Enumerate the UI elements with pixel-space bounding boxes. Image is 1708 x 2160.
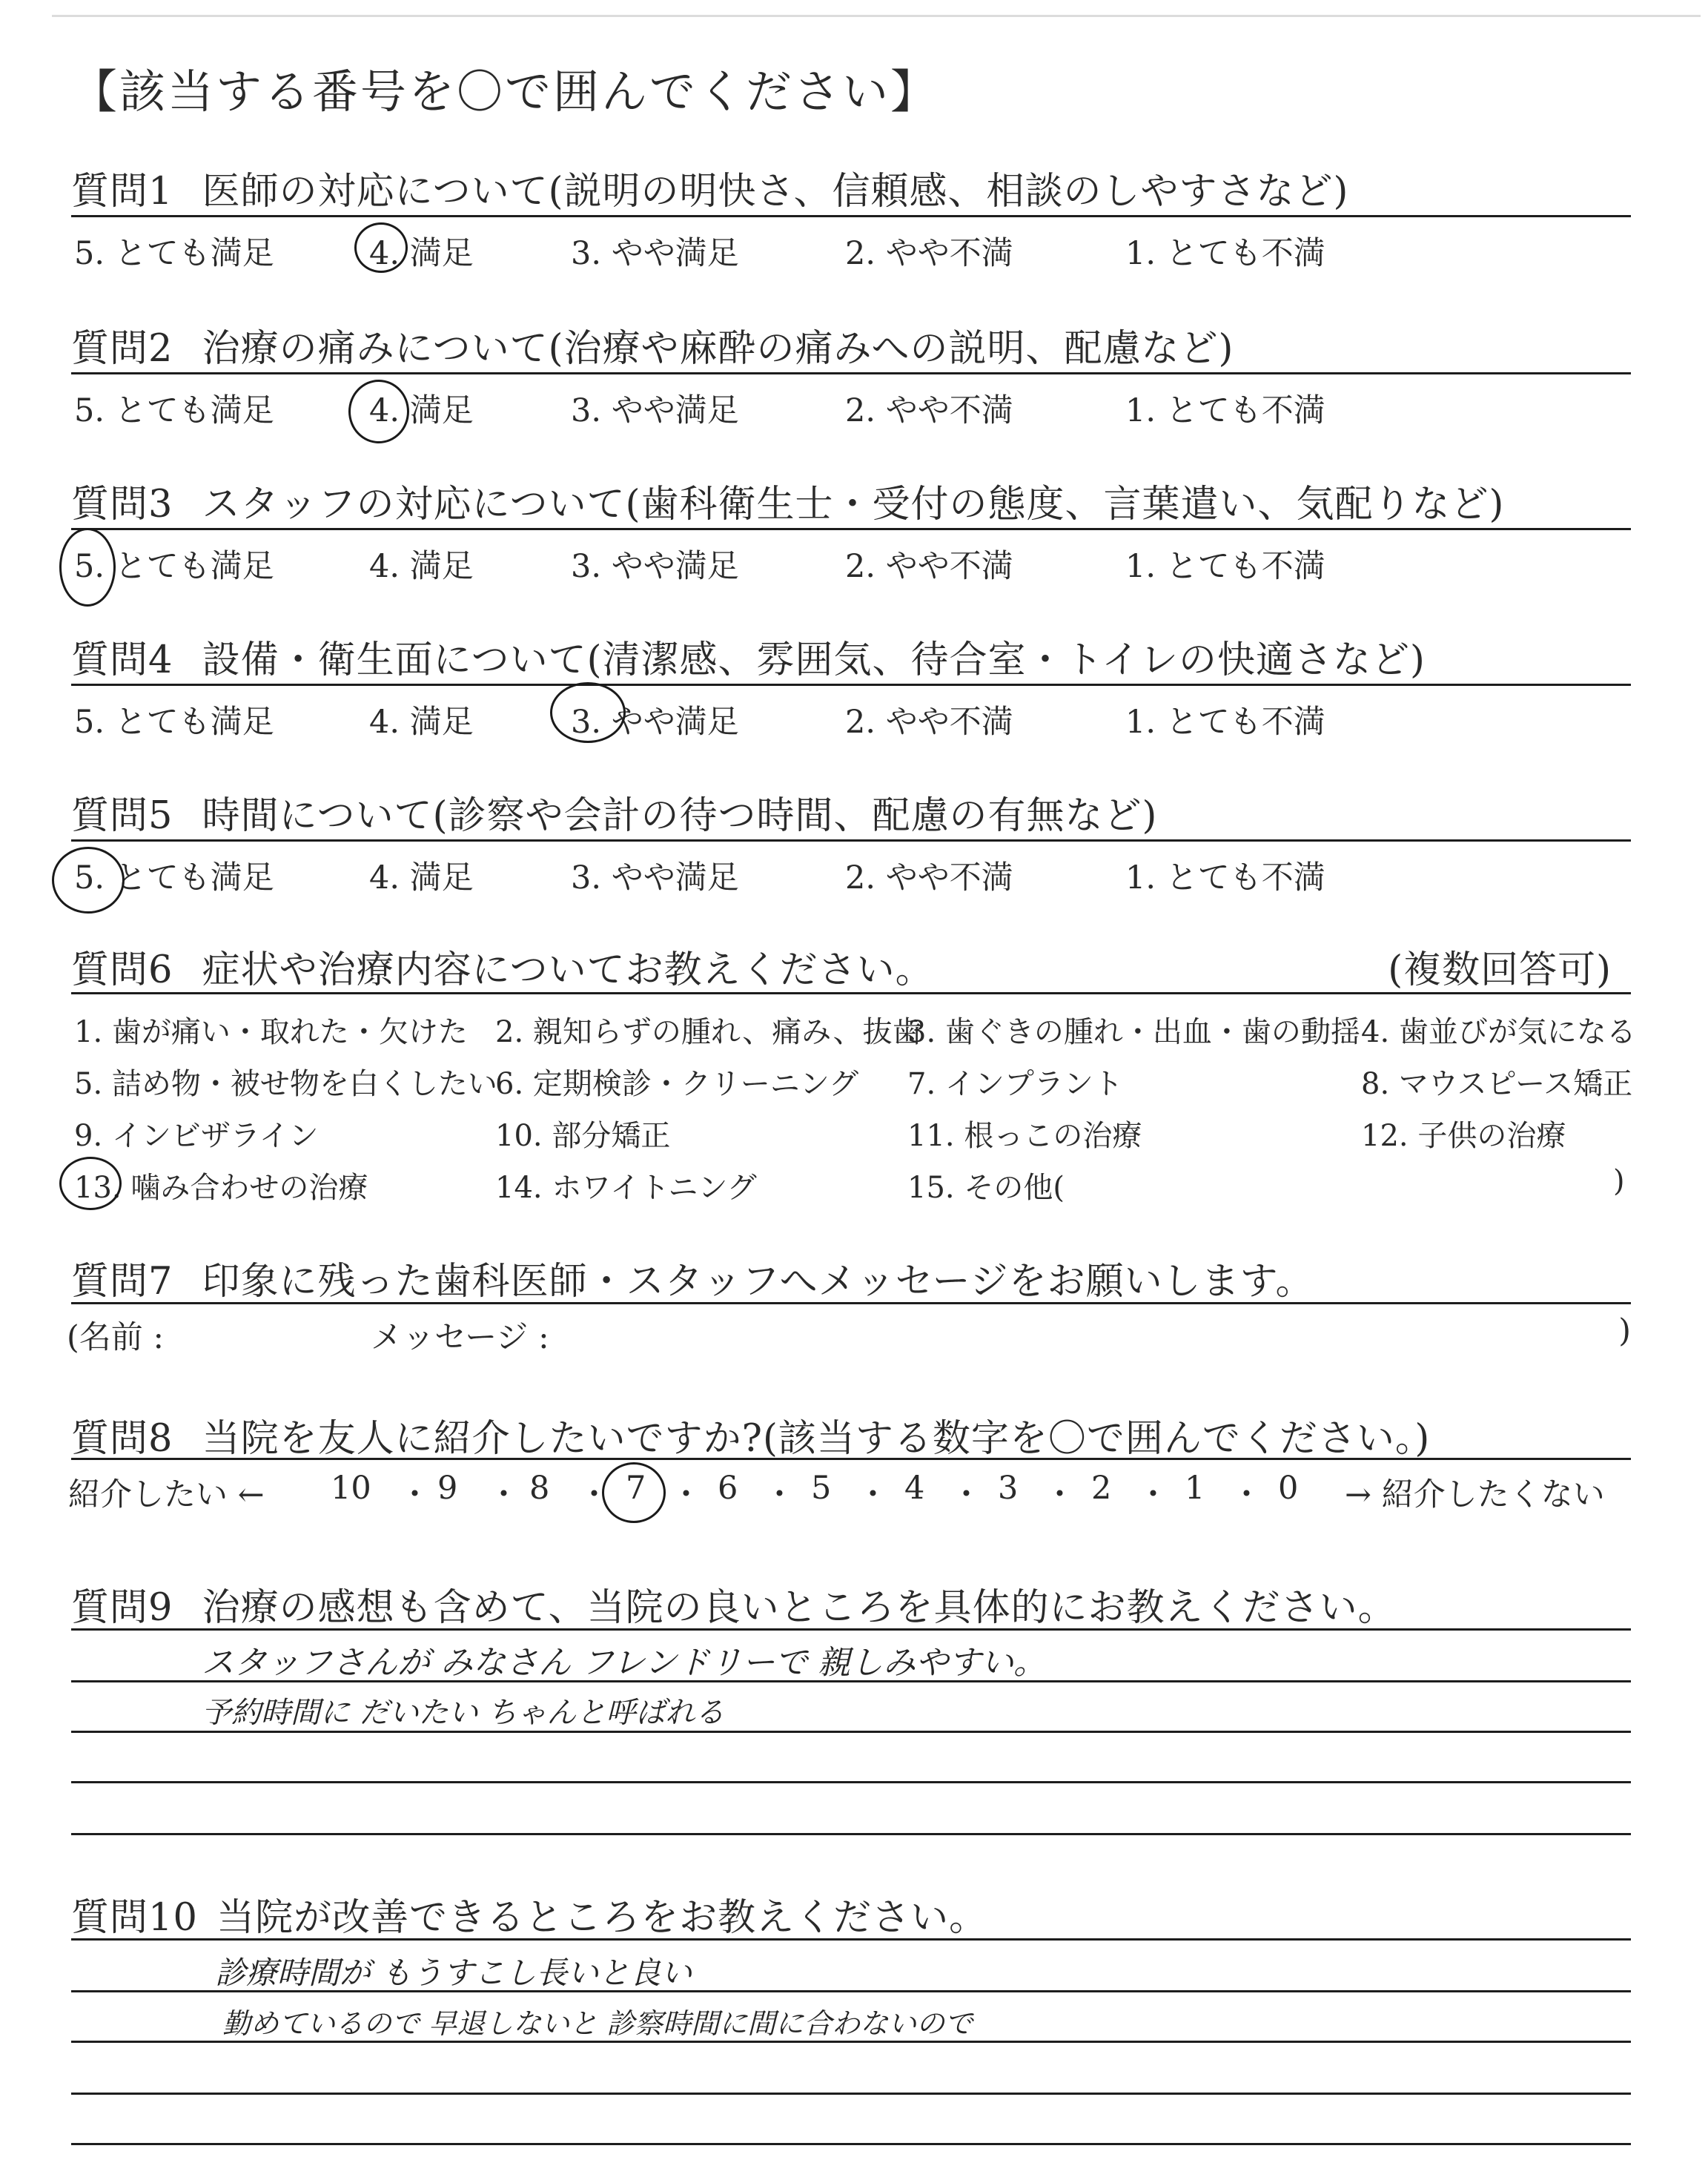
q8-score-0[interactable]: 0 — [1278, 1470, 1299, 1507]
q8-score-1[interactable]: 1 — [1185, 1470, 1205, 1507]
q4-option-5[interactable]: 5. とても満足 — [74, 704, 274, 741]
q9-rule-2 — [71, 1731, 1631, 1733]
q4-option-4[interactable]: 4. 満足 — [369, 704, 474, 741]
q9-label: 質問9 — [71, 1586, 173, 1630]
q8-score-8[interactable]: 8 — [529, 1470, 550, 1507]
q8-dot: ・ — [578, 1476, 610, 1513]
q9-question — [71, 1576, 1631, 1631]
q10-question — [71, 1886, 1631, 1941]
q5-selection-circle — [52, 847, 125, 914]
q1-title: 医師の対応について(説明の明快さ、信頼感、相談のしやすさなど) — [202, 170, 1349, 214]
q2-title: 治療の痛みについて(治療や麻酔の痛みへの説明、配慮など) — [202, 327, 1234, 371]
q4-label: 質問4 — [71, 638, 173, 682]
q2-option-4[interactable]: 4. 満足 — [369, 392, 474, 429]
q8-score-3[interactable]: 3 — [998, 1470, 1019, 1507]
q4-option-3[interactable]: 3. やや満足 — [571, 704, 739, 741]
q6-option-2[interactable]: 2. 親知らずの腫れ、痛み、抜歯 — [495, 1015, 922, 1049]
q8-dot: ・ — [1231, 1476, 1262, 1513]
page-heading: 【該当する番号を〇で囲んでください】 — [71, 65, 939, 119]
q8-score-2[interactable]: 2 — [1091, 1470, 1112, 1507]
q3-selection-circle — [59, 528, 116, 607]
q8-score-6[interactable]: 6 — [718, 1470, 738, 1507]
q6-label: 質問6 — [71, 948, 173, 992]
q10-rule-3 — [71, 2093, 1631, 2095]
q8-question — [71, 1407, 1631, 1462]
q5-option-3[interactable]: 3. やや満足 — [571, 859, 739, 896]
q4-option-2[interactable]: 2. やや不満 — [845, 704, 1013, 741]
q9-title: 治療の感想も含めて、当院の良いところを具体的にお教えください。 — [202, 1586, 1397, 1630]
q7-name-label: (名前 : — [67, 1319, 164, 1356]
q7-close-paren: ) — [1618, 1312, 1631, 1350]
q9-answer-2: 予約時間に だいたい ちゃんと呼ばれる — [202, 1696, 725, 1730]
q8-score-9[interactable]: 9 — [437, 1470, 458, 1507]
q4-selection-circle — [550, 682, 626, 743]
q6-option-4[interactable]: 4. 歯並びが気になる — [1361, 1015, 1636, 1049]
q10-title: 当院が改善できるところをお教えください。 — [216, 1896, 988, 1940]
q6-option-9[interactable]: 9. インビザライン — [74, 1119, 319, 1153]
q5-label: 質問5 — [71, 794, 173, 838]
q3-option-2[interactable]: 2. やや不満 — [845, 548, 1013, 585]
q2-option-5[interactable]: 5. とても満足 — [74, 392, 274, 429]
q8-score-5[interactable]: 5 — [811, 1470, 832, 1507]
q4-question — [71, 629, 1631, 684]
q8-dot: ・ — [488, 1476, 520, 1513]
q10-answer-1: 診療時間が もうすこし長いと良い — [215, 1955, 692, 1991]
q8-right-label: → 紹介したくない — [1345, 1476, 1605, 1513]
q5-option-4[interactable]: 4. 満足 — [369, 859, 474, 896]
q6-selection-circle — [59, 1157, 122, 1210]
q2-selection-circle — [348, 380, 409, 443]
q8-label: 質問8 — [71, 1417, 173, 1461]
q2-question — [71, 317, 1631, 372]
q1-rule — [71, 215, 1631, 217]
q6-option-3[interactable]: 3. 歯ぐきの腫れ・出血・歯の動揺 — [907, 1015, 1360, 1049]
q10-rule-2 — [71, 2041, 1631, 2043]
q6-question — [71, 939, 1631, 994]
q3-title: スタッフの対応について(歯科衛生士・受付の態度、言葉遣い、気配りなど) — [202, 483, 1505, 526]
q9-rule-4 — [71, 1833, 1631, 1835]
q8-dot: ・ — [857, 1476, 889, 1513]
q1-label: 質問1 — [71, 170, 173, 214]
q10-rule-0 — [71, 1938, 1631, 1941]
q5-title: 時間について(診察や会計の待つ時間、配慮の有無など) — [202, 794, 1158, 838]
q7-label: 質問7 — [71, 1260, 173, 1304]
q6-option-8[interactable]: 8. マウスピース矯正 — [1361, 1067, 1633, 1101]
q2-option-2[interactable]: 2. やや不満 — [845, 392, 1013, 429]
q8-left-label: 紹介したい ← — [68, 1476, 265, 1513]
q2-label: 質問2 — [71, 327, 173, 371]
q9-rule-1 — [71, 1680, 1631, 1682]
q10-label: 質問10 — [71, 1896, 198, 1940]
q3-question — [71, 473, 1631, 528]
q1-option-1[interactable]: 1. とても不満 — [1125, 235, 1325, 272]
q10-answer-2: 勤めているので 早退しないと 診察時間に間に合わないので — [222, 2007, 973, 2040]
q2-rule — [71, 372, 1631, 374]
q7-message-label: メッセージ : — [371, 1319, 549, 1356]
q9-rule-0 — [71, 1628, 1631, 1631]
q3-label: 質問3 — [71, 483, 173, 526]
q8-selection-circle — [602, 1462, 666, 1523]
q8-score-10[interactable]: 10 — [331, 1470, 371, 1507]
q6-option-14[interactable]: 14. ホワイトニング — [495, 1171, 757, 1205]
q3-option-4[interactable]: 4. 満足 — [369, 548, 474, 585]
q8-score-7[interactable]: 7 — [626, 1470, 646, 1507]
q10-rule-4 — [71, 2143, 1631, 2145]
q5-option-1[interactable]: 1. とても不満 — [1125, 859, 1325, 896]
q6-other-close-paren: ) — [1613, 1164, 1625, 1198]
q6-option-12[interactable]: 12. 子供の治療 — [1361, 1119, 1566, 1153]
q6-option-10[interactable]: 10. 部分矯正 — [495, 1119, 671, 1153]
q8-dot: ・ — [950, 1476, 982, 1513]
q8-dot: ・ — [764, 1476, 795, 1513]
q6-note: (複数回答可) — [1388, 948, 1612, 992]
q5-question — [71, 785, 1631, 839]
q8-dot: ・ — [1044, 1476, 1076, 1513]
q3-option-3[interactable]: 3. やや満足 — [571, 548, 739, 585]
q5-rule — [71, 839, 1631, 842]
q1-option-4[interactable]: 4. 満足 — [369, 235, 474, 272]
q3-option-5[interactable]: 5. とても満足 — [74, 548, 274, 585]
q2-option-1[interactable]: 1. とても不満 — [1125, 392, 1325, 429]
q7-title: 印象に残った歯科医師・スタッフへメッセージをお願いします。 — [202, 1260, 1314, 1304]
q2-option-3[interactable]: 3. やや満足 — [571, 392, 739, 429]
q1-question — [71, 160, 1631, 215]
q10-rule-1 — [71, 1990, 1631, 1992]
q5-option-5[interactable]: 5. とても満足 — [74, 859, 274, 896]
q5-option-2[interactable]: 2. やや不満 — [845, 859, 1013, 896]
q4-title: 設備・衛生面について(清潔感、雰囲気、待合室・トイレの快適さなど) — [202, 638, 1426, 682]
q3-rule — [71, 528, 1631, 530]
q4-option-1[interactable]: 1. とても不満 — [1125, 704, 1325, 741]
q8-dot: ・ — [1137, 1476, 1169, 1513]
q6-option-15[interactable]: 15. その他( — [907, 1171, 1065, 1205]
q6-option-11[interactable]: 11. 根っこの治療 — [907, 1119, 1142, 1153]
q6-option-1[interactable]: 1. 歯が痛い・取れた・欠けた — [74, 1015, 468, 1049]
q1-option-3[interactable]: 3. やや満足 — [571, 235, 739, 272]
q6-option-6[interactable]: 6. 定期検診・クリーニング — [495, 1067, 859, 1101]
q8-dot: ・ — [399, 1476, 431, 1513]
q1-selection-circle — [354, 222, 408, 273]
q6-option-7[interactable]: 7. インプラント — [907, 1067, 1123, 1101]
q9-answer-1: スタッフさんが みなさん フレンドリーで 親しみやすい。 — [202, 1644, 1047, 1682]
q7-message-row — [67, 1312, 1631, 1358]
q6-option-5[interactable]: 5. 詰め物・被せ物を白くしたい — [74, 1067, 497, 1101]
q7-rule — [71, 1302, 1631, 1304]
q4-rule — [71, 684, 1631, 686]
q8-title: 当院を友人に紹介したいですか?(該当する数字を〇で囲んでください。) — [202, 1417, 1431, 1461]
q6-title: 症状や治療内容についてお教えください。 — [202, 948, 934, 992]
q8-dot: ・ — [670, 1476, 702, 1513]
q1-option-5[interactable]: 5. とても満足 — [74, 235, 274, 272]
q6-option-13[interactable]: 13. 噛み合わせの治療 — [74, 1171, 368, 1205]
q8-rule — [71, 1458, 1631, 1460]
q3-option-1[interactable]: 1. とても不満 — [1125, 548, 1325, 585]
q1-option-2[interactable]: 2. やや不満 — [845, 235, 1013, 272]
q8-score-4[interactable]: 4 — [904, 1470, 925, 1507]
scan-top-edge — [52, 15, 1701, 17]
q7-question — [71, 1250, 1631, 1305]
q6-rule — [71, 992, 1631, 994]
q9-rule-3 — [71, 1781, 1631, 1783]
